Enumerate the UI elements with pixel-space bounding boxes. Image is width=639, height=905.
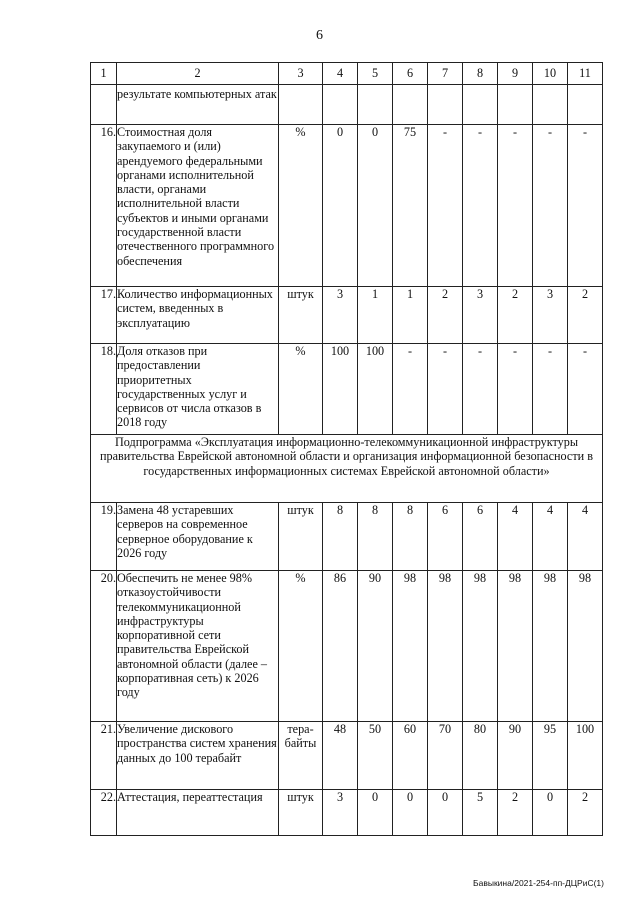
value-cell: -: [393, 344, 428, 435]
row-unit: штук: [279, 503, 323, 571]
value-cell: -: [463, 125, 498, 287]
indicators-table: [90, 62, 603, 836]
row-unit: %: [279, 344, 323, 435]
row-unit: тера-байты: [279, 722, 323, 790]
value-cell: 3: [533, 287, 568, 344]
value-cell: -: [463, 344, 498, 435]
value-cell: -: [568, 125, 603, 287]
table-row: [91, 344, 603, 435]
row-name: результате компьютерных атак: [117, 85, 279, 125]
value-cell: 1: [358, 287, 393, 344]
value-cell: 2: [568, 790, 603, 836]
row-name: Замена 48 устаревших серверов на современное серверное оборудование к 2026 году: [117, 503, 279, 571]
row-unit: %: [279, 125, 323, 287]
value-cell: 8: [393, 503, 428, 571]
continuation-row: [91, 85, 603, 125]
value-cell: 1: [393, 287, 428, 344]
value-cell: 98: [463, 571, 498, 722]
value-cell: -: [498, 344, 533, 435]
row-number: 22.: [91, 790, 117, 836]
value-cell: 4: [498, 503, 533, 571]
header-cell: 2: [117, 63, 279, 85]
row-name: Доля отказов при предоставлении приоритетных государственных услуг и сервисов от числа отказов в 2018 году: [117, 344, 279, 435]
value-cell: 50: [358, 722, 393, 790]
value-cell: -: [428, 125, 463, 287]
table-row: [91, 125, 603, 287]
value-cell: 100: [358, 344, 393, 435]
value-cell: -: [568, 344, 603, 435]
document-footer: Бавыкина/2021-254-пп-ДЦРиС(1): [473, 878, 604, 888]
page-number: 6: [316, 28, 323, 43]
value-cell: 98: [568, 571, 603, 722]
header-row: [91, 63, 603, 85]
value-cell: 90: [498, 722, 533, 790]
row-number: 19.: [91, 503, 117, 571]
table-row: [91, 503, 603, 571]
row-number: 20.: [91, 571, 117, 722]
value-cell: 70: [428, 722, 463, 790]
row-number: 21.: [91, 722, 117, 790]
table-row: [91, 287, 603, 344]
header-cell: 3: [279, 63, 323, 85]
value-cell: 3: [463, 287, 498, 344]
value-cell: 75: [393, 125, 428, 287]
value-cell: 98: [428, 571, 463, 722]
value-cell: 8: [358, 503, 393, 571]
row-unit: %: [279, 571, 323, 722]
value-cell: 3: [323, 287, 358, 344]
row-unit: штук: [279, 790, 323, 836]
value-cell: 3: [323, 790, 358, 836]
value-cell: 98: [498, 571, 533, 722]
header-cell: 11: [568, 63, 603, 85]
row-name: Увеличение дискового пространства систем хранения данных до 100 терабайт: [117, 722, 279, 790]
value-cell: 86: [323, 571, 358, 722]
header-cell: 10: [533, 63, 568, 85]
value-cell: -: [533, 344, 568, 435]
value-cell: 90: [358, 571, 393, 722]
value-cell: 5: [463, 790, 498, 836]
value-cell: 0: [533, 790, 568, 836]
header-cell: 7: [428, 63, 463, 85]
subprogram-row: [91, 435, 603, 503]
header-cell: 4: [323, 63, 358, 85]
row-number: 16.: [91, 125, 117, 287]
row-name: Обеспечить не менее 98% отказоустойчивости телекоммуникационной инфраструктуры корпоративной сети правительства Еврейской автономной области (далее – корпоративная сеть) к 2026 году: [117, 571, 279, 722]
row-name: Стоимостная доля закупаемого и (или) арендуемого федеральными органами исполнительной власти, органами исполнительной власти субъектов и иными органами государственной власти отечественного программного обеспечения: [117, 125, 279, 287]
value-cell: 80: [463, 722, 498, 790]
value-cell: 95: [533, 722, 568, 790]
value-cell: 6: [463, 503, 498, 571]
value-cell: 2: [568, 287, 603, 344]
table-row: [91, 790, 603, 836]
value-cell: 8: [323, 503, 358, 571]
value-cell: 0: [358, 790, 393, 836]
value-cell: -: [533, 125, 568, 287]
value-cell: 0: [428, 790, 463, 836]
table-row: [91, 571, 603, 722]
row-name: Количество информационных систем, введенных в эксплуатацию: [117, 287, 279, 344]
value-cell: 6: [428, 503, 463, 571]
value-cell: 100: [323, 344, 358, 435]
header-cell: 1: [91, 63, 117, 85]
row-number: 17.: [91, 287, 117, 344]
value-cell: -: [428, 344, 463, 435]
value-cell: 0: [323, 125, 358, 287]
subprogram-heading: Подпрограмма «Эксплуатация информационно-телекоммуникационной инфраструктуры правительства Еврейской автономной области и организация информационной безопасности в государственных информационных системах Еврейской автономной области»: [91, 435, 603, 503]
value-cell: 2: [428, 287, 463, 344]
value-cell: 0: [393, 790, 428, 836]
header-cell: 6: [393, 63, 428, 85]
table-row: [91, 722, 603, 790]
value-cell: 2: [498, 790, 533, 836]
value-cell: 98: [393, 571, 428, 722]
value-cell: 4: [533, 503, 568, 571]
value-cell: 0: [358, 125, 393, 287]
row-number: 18.: [91, 344, 117, 435]
value-cell: 98: [533, 571, 568, 722]
value-cell: 2: [498, 287, 533, 344]
value-cell: 4: [568, 503, 603, 571]
value-cell: 60: [393, 722, 428, 790]
header-cell: 8: [463, 63, 498, 85]
row-name: Аттестация, переаттестация: [117, 790, 279, 836]
value-cell: -: [498, 125, 533, 287]
value-cell: 48: [323, 722, 358, 790]
header-cell: 5: [358, 63, 393, 85]
value-cell: 100: [568, 722, 603, 790]
header-cell: 9: [498, 63, 533, 85]
row-unit: штук: [279, 287, 323, 344]
